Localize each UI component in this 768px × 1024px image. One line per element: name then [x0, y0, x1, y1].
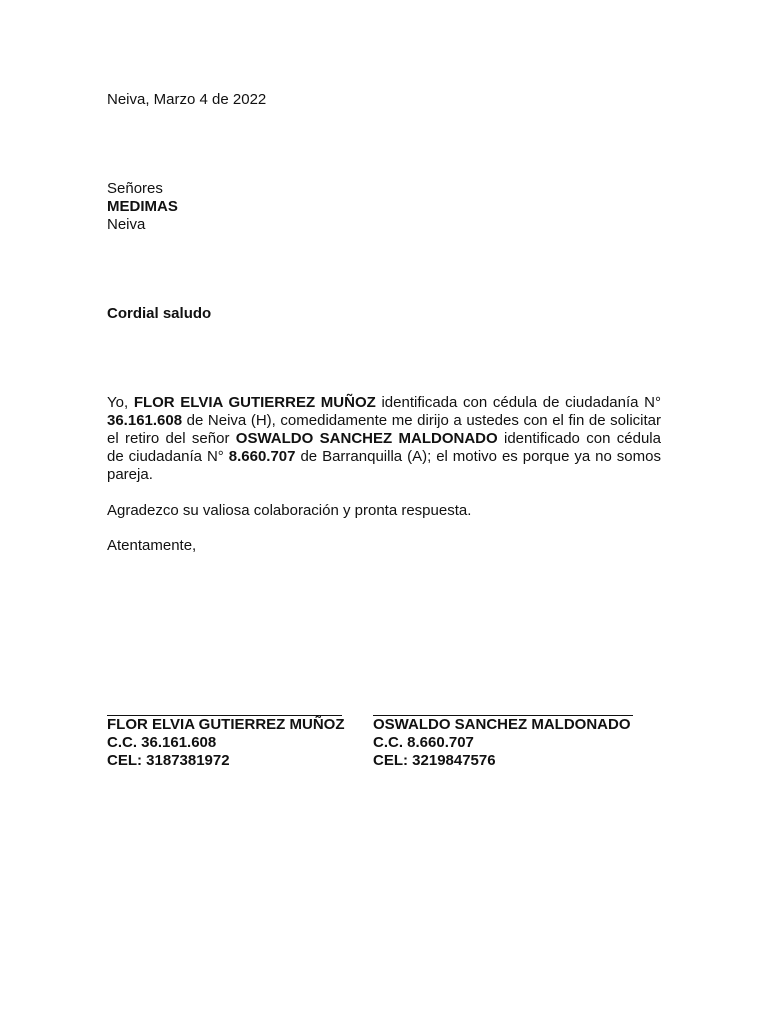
beneficiary-id: 8.660.707	[228, 448, 296, 465]
signer-cc: C.C. 8.660.707	[373, 734, 474, 751]
signer-cel: CEL: 3187381972	[107, 752, 230, 769]
place-date: Neiva, Marzo 4 de 2022	[107, 91, 267, 108]
signer-name: FLOR ELVIA GUTIERREZ MUÑOZ	[107, 716, 345, 733]
signature-block-1	[107, 704, 345, 770]
body-text: identificado con cédula de ciudadanía N°	[107, 430, 661, 465]
body-paragraph	[107, 394, 661, 484]
recipient-salutation: Señores	[107, 180, 163, 197]
recipient-company: MEDIMAS	[107, 198, 178, 215]
thanks-line: Agradezco su valiosa colaboración y pronta respuesta.	[107, 502, 472, 519]
signer-cel: CEL: 3219847576	[373, 752, 496, 769]
body-text: identificada con cédula de ciudadanía N°	[375, 394, 661, 411]
beneficiary-name: OSWALDO SANCHEZ MALDONADO	[235, 430, 498, 447]
requester-id: 36.161.608	[107, 412, 183, 429]
closing-line: Atentamente,	[107, 537, 197, 554]
body-text: de Neiva (H), comedidamente me dirijo a ustedes con el fin de solicitar el retiro del señor	[107, 412, 661, 447]
signer-name: OSWALDO SANCHEZ MALDONADO	[373, 716, 631, 733]
signature-line	[373, 704, 633, 716]
signature-block-2	[373, 704, 633, 770]
requester-name: FLOR ELVIA GUTIERREZ MUÑOZ	[133, 394, 376, 411]
recipient-city: Neiva	[107, 216, 146, 233]
signature-line	[107, 704, 342, 716]
body-text: de Barranquilla (A); el motivo es porque ya no somos pareja.	[107, 448, 661, 483]
greeting: Cordial saludo	[107, 305, 212, 322]
signer-cc: C.C. 36.161.608	[107, 734, 217, 751]
body-text: Yo,	[107, 394, 134, 411]
